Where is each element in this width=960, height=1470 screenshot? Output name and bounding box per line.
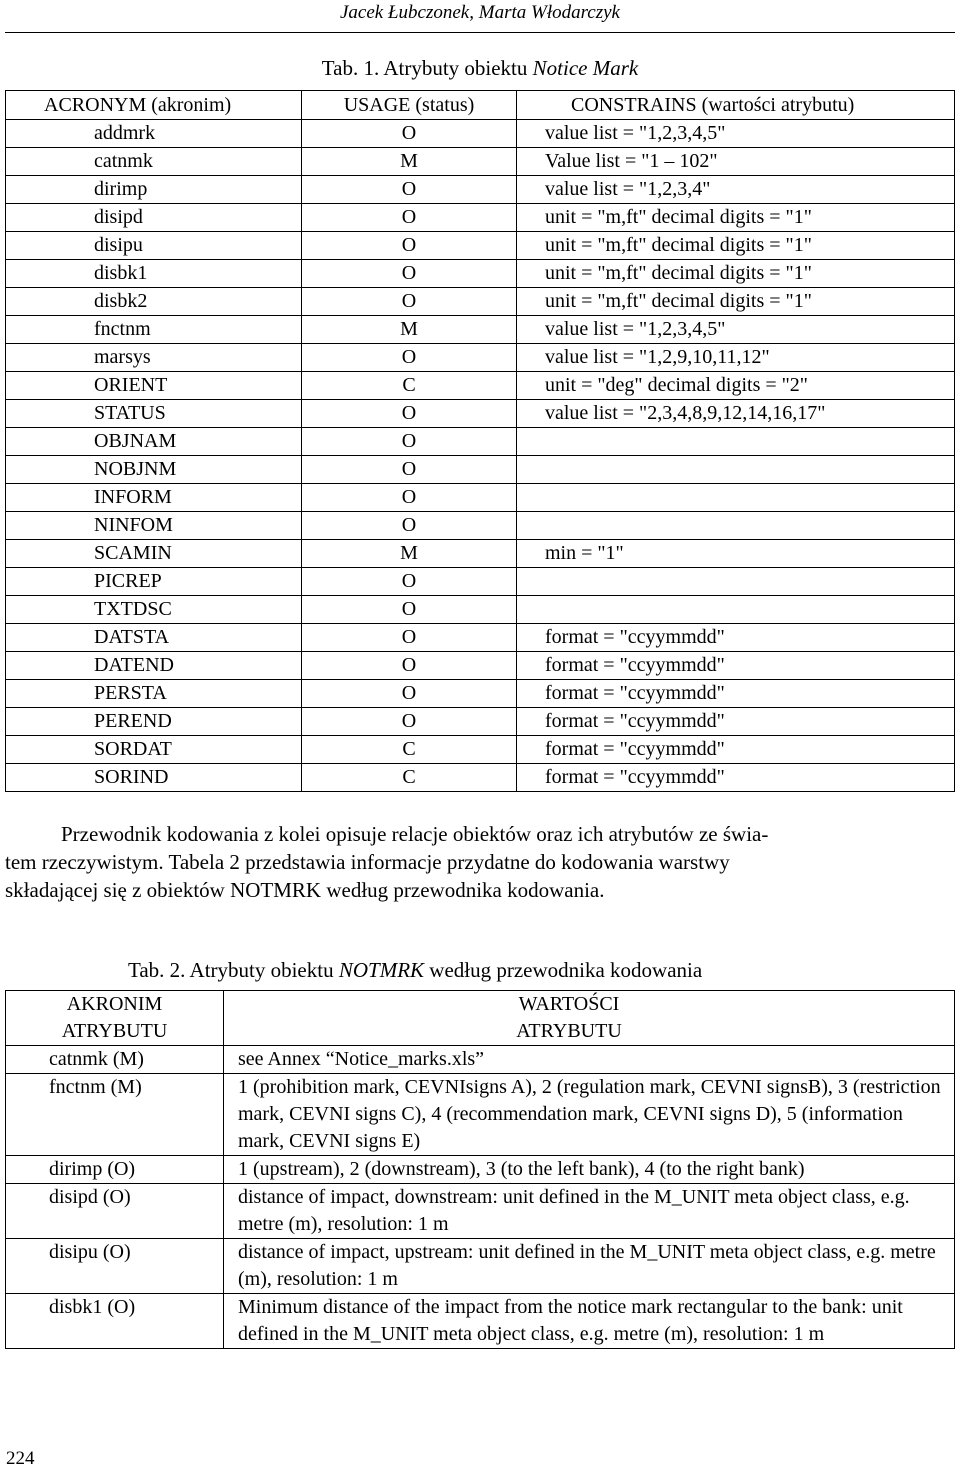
- attribute-key-cell: dirimp (O): [6, 1156, 224, 1184]
- table1: [5, 90, 955, 792]
- table-row: [6, 596, 955, 624]
- running-head: Jacek Łubczonek, Marta Włodarczyk: [340, 2, 620, 23]
- table-row: [6, 1294, 955, 1349]
- table-row: [6, 176, 955, 204]
- constraints-cell: [517, 484, 955, 512]
- table-row: [6, 1156, 955, 1184]
- acronym-cell: SCAMIN: [6, 540, 302, 568]
- header-rule: [5, 32, 955, 33]
- table1-header-acronym: ACRONYM (akronim): [6, 91, 302, 120]
- attribute-value-cell: see Annex “Notice_marks.xls”: [224, 1046, 955, 1074]
- constraints-cell: format = "ccyymmdd": [517, 736, 955, 764]
- table-row: [6, 1074, 955, 1156]
- usage-cell: M: [302, 148, 517, 176]
- table-row: [6, 512, 955, 540]
- attribute-value-cell: 1 (upstream), 2 (downstream), 3 (to the left bank), 4 (to the right bank): [224, 1156, 955, 1184]
- acronym-cell: disbk2: [6, 288, 302, 316]
- table1-caption-prefix: Tab. 1. Atrybuty obiektu: [321, 56, 533, 80]
- table1-header-row: [6, 91, 955, 120]
- acronym-cell: OBJNAM: [6, 428, 302, 456]
- constraints-cell: min = "1": [517, 540, 955, 568]
- table-row: [6, 148, 955, 176]
- usage-cell: O: [302, 120, 517, 148]
- acronym-cell: disipd: [6, 204, 302, 232]
- usage-cell: O: [302, 680, 517, 708]
- attribute-key-cell: disbk1 (O): [6, 1294, 224, 1349]
- constraints-cell: [517, 568, 955, 596]
- paragraph-line: tem rzeczywistym. Tabela 2 przedstawia informacje przydatne do kodowania warstwy: [5, 850, 730, 874]
- table-row: [6, 540, 955, 568]
- usage-cell: M: [302, 316, 517, 344]
- table2-caption: [128, 958, 702, 983]
- table-row: [6, 624, 955, 652]
- attribute-value-cell: distance of impact, downstream: unit defined in the M_UNIT meta object class, e.g. metre (m), resolution: 1 m: [224, 1184, 955, 1239]
- table-row: [6, 120, 955, 148]
- acronym-cell: PICREP: [6, 568, 302, 596]
- usage-cell: M: [302, 540, 517, 568]
- constraints-cell: value list = "2,3,4,8,9,12,14,16,17": [517, 400, 955, 428]
- table1-caption: [0, 56, 960, 81]
- table-row: [6, 232, 955, 260]
- table-row: [6, 288, 955, 316]
- table2-header-value-line: WARTOŚCI: [518, 993, 620, 1015]
- acronym-cell: fnctnm: [6, 316, 302, 344]
- table-row: [6, 428, 955, 456]
- acronym-cell: NOBJNM: [6, 456, 302, 484]
- acronym-cell: NINFOM: [6, 512, 302, 540]
- table-row: [6, 652, 955, 680]
- attribute-key-cell: disipd (O): [6, 1184, 224, 1239]
- table-row: [6, 764, 955, 792]
- acronym-cell: addmrk: [6, 120, 302, 148]
- usage-cell: O: [302, 260, 517, 288]
- table-row: [6, 316, 955, 344]
- acronym-cell: DATSTA: [6, 624, 302, 652]
- acronym-cell: dirimp: [6, 176, 302, 204]
- table2-header-value-line: ATRYBUTU: [516, 1020, 622, 1042]
- usage-cell: O: [302, 288, 517, 316]
- table2-caption-suffix: według przewodnika kodowania: [424, 958, 703, 982]
- constraints-cell: unit = "m,ft" decimal digits = "1": [517, 232, 955, 260]
- constraints-cell: [517, 596, 955, 624]
- table2-header-key: [6, 991, 224, 1046]
- usage-cell: O: [302, 344, 517, 372]
- constraints-cell: value list = "1,2,3,4,5": [517, 120, 955, 148]
- usage-cell: O: [302, 596, 517, 624]
- table-row: [6, 372, 955, 400]
- attribute-key-cell: fnctnm (M): [6, 1074, 224, 1156]
- usage-cell: O: [302, 428, 517, 456]
- usage-cell: O: [302, 176, 517, 204]
- table-row: [6, 1239, 955, 1294]
- constraints-cell: unit = "deg" decimal digits = "2": [517, 372, 955, 400]
- acronym-cell: PEREND: [6, 708, 302, 736]
- usage-cell: O: [302, 484, 517, 512]
- constraints-cell: unit = "m,ft" decimal digits = "1": [517, 288, 955, 316]
- constraints-cell: Value list = "1 – 102": [517, 148, 955, 176]
- table-row: [6, 400, 955, 428]
- table-row: [6, 680, 955, 708]
- usage-cell: O: [302, 204, 517, 232]
- table-row: [6, 484, 955, 512]
- table1-caption-object: Notice Mark: [532, 56, 639, 80]
- acronym-cell: INFORM: [6, 484, 302, 512]
- table-row: [6, 568, 955, 596]
- acronym-cell: disipu: [6, 232, 302, 260]
- usage-cell: O: [302, 400, 517, 428]
- constraints-cell: [517, 512, 955, 540]
- constraints-cell: format = "ccyymmdd": [517, 680, 955, 708]
- usage-cell: O: [302, 568, 517, 596]
- acronym-cell: marsys: [6, 344, 302, 372]
- usage-cell: C: [302, 736, 517, 764]
- table-row: [6, 1184, 955, 1239]
- usage-cell: O: [302, 232, 517, 260]
- attribute-value-cell: Minimum distance of the impact from the notice mark rectangular to the bank: unit defined in the M_UNIT meta object class, e.g. metre (m), resolution: 1 m: [224, 1294, 955, 1349]
- constraints-cell: value list = "1,2,3,4,5": [517, 316, 955, 344]
- usage-cell: O: [302, 708, 517, 736]
- usage-cell: O: [302, 652, 517, 680]
- acronym-cell: DATEND: [6, 652, 302, 680]
- table-row: [6, 1046, 955, 1074]
- table2-header-value: [224, 991, 955, 1046]
- acronym-cell: ORIENT: [6, 372, 302, 400]
- acronym-cell: TXTDSC: [6, 596, 302, 624]
- table-row: [6, 344, 955, 372]
- body-paragraph: [5, 820, 955, 904]
- attribute-value-cell: distance of impact, upstream: unit defined in the M_UNIT meta object class, e.g. metre (m), resolution: 1 m: [224, 1239, 955, 1294]
- acronym-cell: SORIND: [6, 764, 302, 792]
- constraints-cell: [517, 428, 955, 456]
- table-row: [6, 736, 955, 764]
- constraints-cell: unit = "m,ft" decimal digits = "1": [517, 260, 955, 288]
- table2-header-key-line: AKRONIM: [66, 993, 163, 1015]
- table1-header-usage: USAGE (status): [302, 91, 517, 120]
- acronym-cell: disbk1: [6, 260, 302, 288]
- paragraph-line: składającej się z obiektów NOTMRK według przewodnika kodowania.: [5, 878, 605, 902]
- table-row: [6, 204, 955, 232]
- attribute-value-cell: 1 (prohibition mark, CEVNIsigns A), 2 (regulation mark, CEVNI signsB), 3 (restriction mark, CEVNI signs C), 4 (recommendation mark, CEVNI signs D), 5 (information mark, CEVNI signs E): [224, 1074, 955, 1156]
- constraints-cell: value list = "1,2,9,10,11,12": [517, 344, 955, 372]
- acronym-cell: STATUS: [6, 400, 302, 428]
- table-row: [6, 708, 955, 736]
- usage-cell: O: [302, 624, 517, 652]
- constraints-cell: format = "ccyymmdd": [517, 624, 955, 652]
- table2: [5, 990, 955, 1349]
- table2-header-row: [6, 991, 955, 1046]
- paragraph-line: Przewodnik kodowania z kolei opisuje relacje obiektów oraz ich atrybutów ze świa-: [61, 822, 769, 846]
- acronym-cell: PERSTA: [6, 680, 302, 708]
- constraints-cell: format = "ccyymmdd": [517, 764, 955, 792]
- table2-caption-object: NOTMRK: [338, 958, 425, 982]
- table2-caption-prefix: Tab. 2. Atrybuty obiektu: [128, 958, 339, 982]
- constraints-cell: format = "ccyymmdd": [517, 652, 955, 680]
- attribute-key-cell: catnmk (M): [6, 1046, 224, 1074]
- constraints-cell: value list = "1,2,3,4": [517, 176, 955, 204]
- constraints-cell: unit = "m,ft" decimal digits = "1": [517, 204, 955, 232]
- table2-header-key-line: ATRYBUTU: [61, 1020, 168, 1042]
- table-row: [6, 456, 955, 484]
- acronym-cell: SORDAT: [6, 736, 302, 764]
- usage-cell: O: [302, 456, 517, 484]
- page-number: 224: [6, 1448, 35, 1469]
- constraints-cell: [517, 456, 955, 484]
- usage-cell: O: [302, 512, 517, 540]
- table1-header-constraints: CONSTRAINS (wartości atrybutu): [517, 91, 955, 120]
- usage-cell: C: [302, 764, 517, 792]
- table-row: [6, 260, 955, 288]
- acronym-cell: catnmk: [6, 148, 302, 176]
- attribute-key-cell: disipu (O): [6, 1239, 224, 1294]
- usage-cell: C: [302, 372, 517, 400]
- constraints-cell: format = "ccyymmdd": [517, 708, 955, 736]
